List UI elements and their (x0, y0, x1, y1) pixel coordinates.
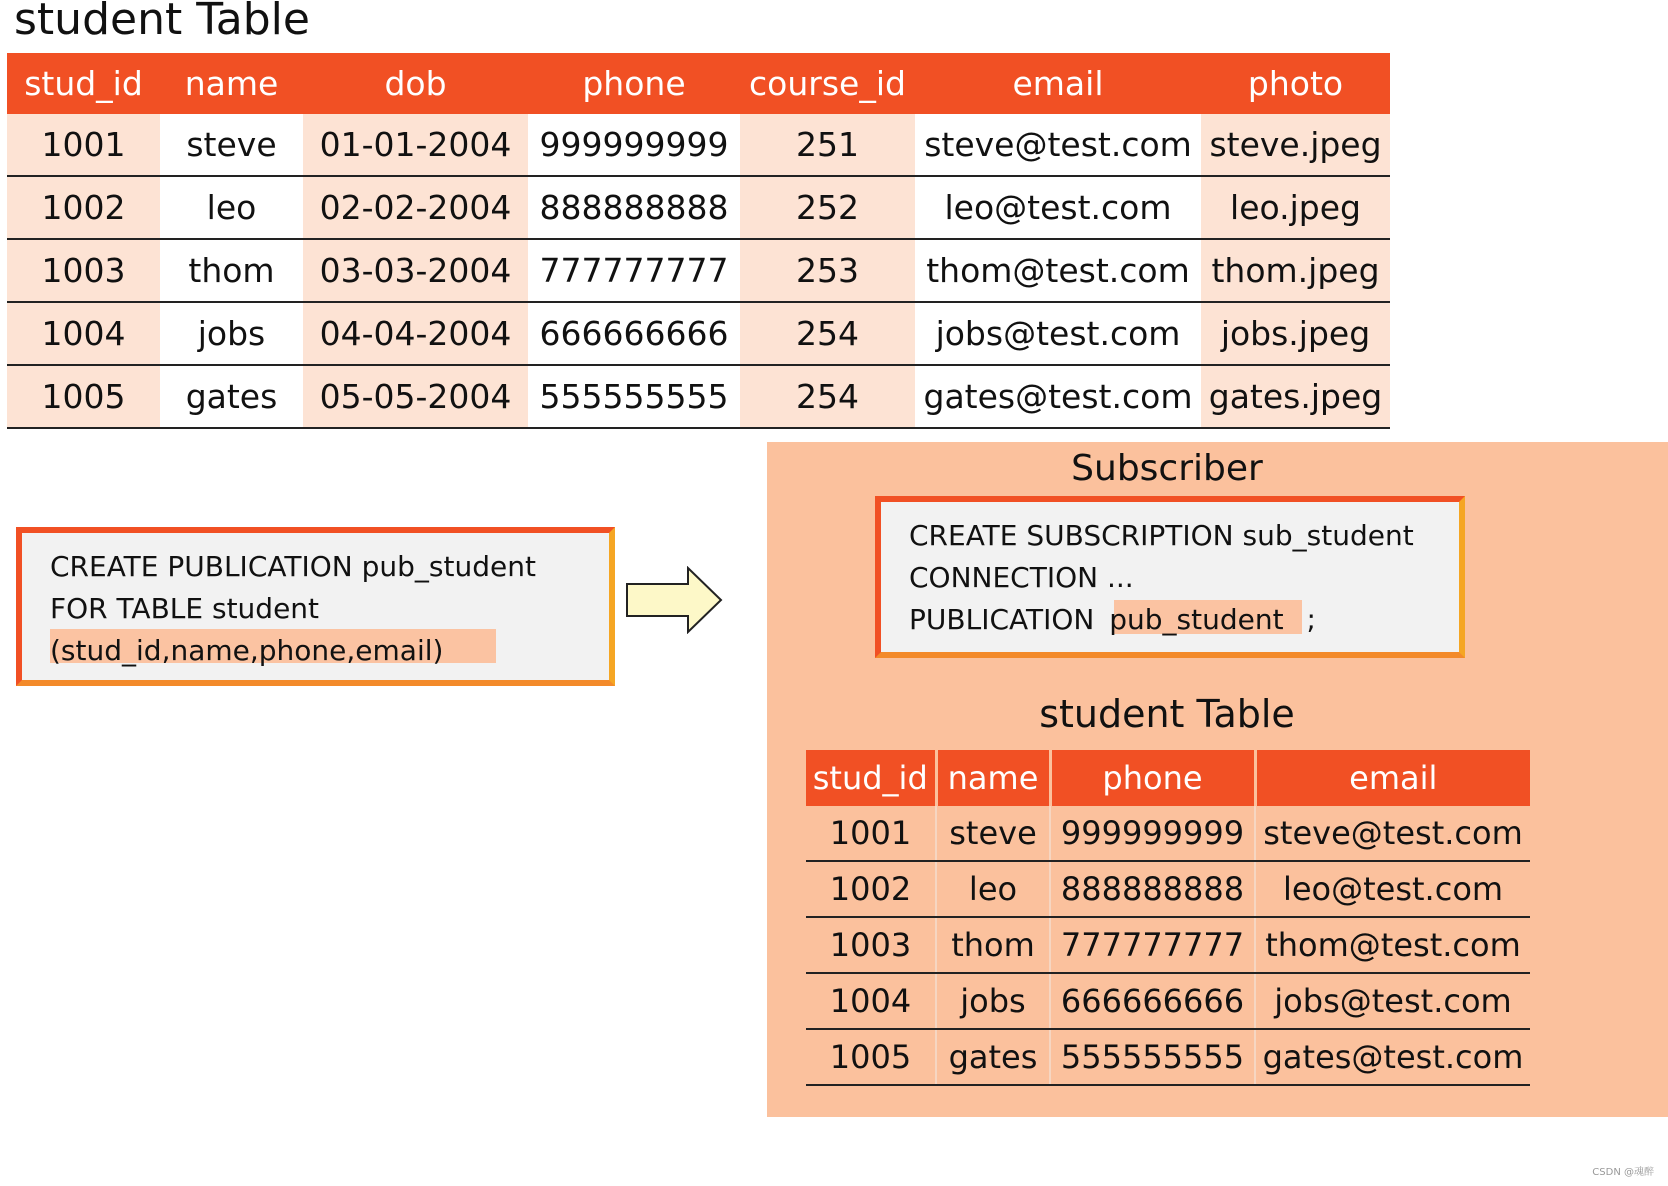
top-table-header (7, 53, 1390, 114)
top-cell-phone: 999999999 (528, 114, 740, 176)
top-cell-stud-id: 1004 (7, 302, 160, 365)
subscriber-cell-email: leo@test.com (1255, 861, 1530, 917)
top-table-body (7, 114, 1390, 428)
table-row (806, 861, 1530, 917)
subscription-line-2: CONNECTION ... (909, 561, 1134, 594)
subscriber-title: Subscriber (1071, 448, 1263, 489)
top-cell-name: thom (160, 239, 303, 302)
subscriber-cell-phone: 666666666 (1050, 973, 1255, 1029)
subscription-line-3 (909, 599, 1316, 641)
table-row (7, 365, 1390, 428)
top-cell-dob: 05-05-2004 (303, 365, 528, 428)
top-cell-course-id: 251 (740, 114, 915, 176)
subscriber-cell-email: jobs@test.com (1255, 973, 1530, 1029)
top-cell-photo: leo.jpeg (1201, 176, 1390, 239)
top-cell-dob: 04-04-2004 (303, 302, 528, 365)
publication-line-3: (stud_id,name,phone,email) (50, 634, 444, 667)
top-cell-phone: 666666666 (528, 302, 740, 365)
top-cell-email: steve@test.com (915, 114, 1201, 176)
table-row (7, 302, 1390, 365)
subscriber-panel (767, 442, 1668, 1117)
top-header-dob: dob (303, 53, 528, 114)
subscriber-cell-phone: 555555555 (1050, 1029, 1255, 1085)
subscriber-header-email: email (1255, 750, 1530, 806)
top-cell-name: leo (160, 176, 303, 239)
top-cell-phone: 888888888 (528, 176, 740, 239)
top-cell-phone: 777777777 (528, 239, 740, 302)
top-cell-dob: 01-01-2004 (303, 114, 528, 176)
top-cell-stud-id: 1003 (7, 239, 160, 302)
subscriber-cell-name: jobs (936, 973, 1050, 1029)
subscriber-cell-stud-id: 1003 (806, 917, 936, 973)
top-cell-email: gates@test.com (915, 365, 1201, 428)
top-header-email: email (915, 53, 1201, 114)
subscription-line-3-prefix: PUBLICATION (909, 603, 1095, 636)
top-cell-course-id: 254 (740, 365, 915, 428)
subscriber-cell-stud-id: 1001 (806, 806, 936, 861)
table-row (7, 239, 1390, 302)
subscriber-cell-phone: 888888888 (1050, 861, 1255, 917)
subscriber-table-header (806, 750, 1530, 806)
subscriber-cell-email: gates@test.com (1255, 1029, 1530, 1085)
publication-line-2: FOR TABLE student (50, 592, 320, 625)
top-cell-course-id: 253 (740, 239, 915, 302)
subscriber-header-phone: phone (1050, 750, 1255, 806)
top-cell-course-id: 252 (740, 176, 915, 239)
subscriber-header-name: name (936, 750, 1050, 806)
subscriber-student-table (806, 750, 1530, 1086)
table-row (7, 114, 1390, 176)
top-cell-photo: jobs.jpeg (1201, 302, 1390, 365)
top-table-title: student Table (14, 0, 310, 45)
subscription-line-3-suffix: ; (1306, 603, 1316, 636)
subscriber-table-body (806, 806, 1530, 1085)
table-row (7, 176, 1390, 239)
subscriber-cell-stud-id: 1002 (806, 861, 936, 917)
subscriber-cell-stud-id: 1004 (806, 973, 936, 1029)
subscriber-table-title: student Table (1039, 692, 1295, 736)
top-cell-photo: steve.jpeg (1201, 114, 1390, 176)
subscriber-cell-phone: 777777777 (1050, 917, 1255, 973)
top-cell-name: steve (160, 114, 303, 176)
subscriber-header-stud-id: stud_id (806, 750, 936, 806)
top-cell-stud-id: 1002 (7, 176, 160, 239)
top-cell-phone: 555555555 (528, 365, 740, 428)
top-header-stud-id: stud_id (7, 53, 160, 114)
top-cell-stud-id: 1001 (7, 114, 160, 176)
table-row (806, 1029, 1530, 1085)
table-row (806, 806, 1530, 861)
top-student-table (7, 53, 1390, 429)
table-row (806, 973, 1530, 1029)
subscription-publication-name: pub_student (1109, 603, 1284, 636)
top-header-photo: photo (1201, 53, 1390, 114)
watermark: CSDN @魂醉 (1592, 1167, 1654, 1178)
subscription-line-1: CREATE SUBSCRIPTION sub_student (909, 519, 1414, 552)
top-header-name: name (160, 53, 303, 114)
table-row (806, 917, 1530, 973)
top-cell-email: jobs@test.com (915, 302, 1201, 365)
top-cell-course-id: 254 (740, 302, 915, 365)
top-cell-dob: 02-02-2004 (303, 176, 528, 239)
right-arrow-icon (626, 566, 726, 634)
subscriber-cell-stud-id: 1005 (806, 1029, 936, 1085)
subscription-box (875, 496, 1465, 658)
top-cell-name: jobs (160, 302, 303, 365)
subscriber-cell-name: leo (936, 861, 1050, 917)
top-cell-photo: thom.jpeg (1201, 239, 1390, 302)
publication-line-1: CREATE PUBLICATION pub_student (50, 550, 536, 583)
subscriber-cell-name: steve (936, 806, 1050, 861)
subscriber-cell-name: gates (936, 1029, 1050, 1085)
top-cell-name: gates (160, 365, 303, 428)
top-cell-email: leo@test.com (915, 176, 1201, 239)
top-cell-stud-id: 1005 (7, 365, 160, 428)
top-cell-photo: gates.jpeg (1201, 365, 1390, 428)
subscriber-cell-email: thom@test.com (1255, 917, 1530, 973)
publication-box (16, 527, 615, 686)
top-header-phone: phone (528, 53, 740, 114)
subscriber-cell-email: steve@test.com (1255, 806, 1530, 861)
top-cell-email: thom@test.com (915, 239, 1201, 302)
top-header-course-id: course_id (740, 53, 915, 114)
subscriber-cell-name: thom (936, 917, 1050, 973)
top-cell-dob: 03-03-2004 (303, 239, 528, 302)
subscriber-cell-phone: 999999999 (1050, 806, 1255, 861)
